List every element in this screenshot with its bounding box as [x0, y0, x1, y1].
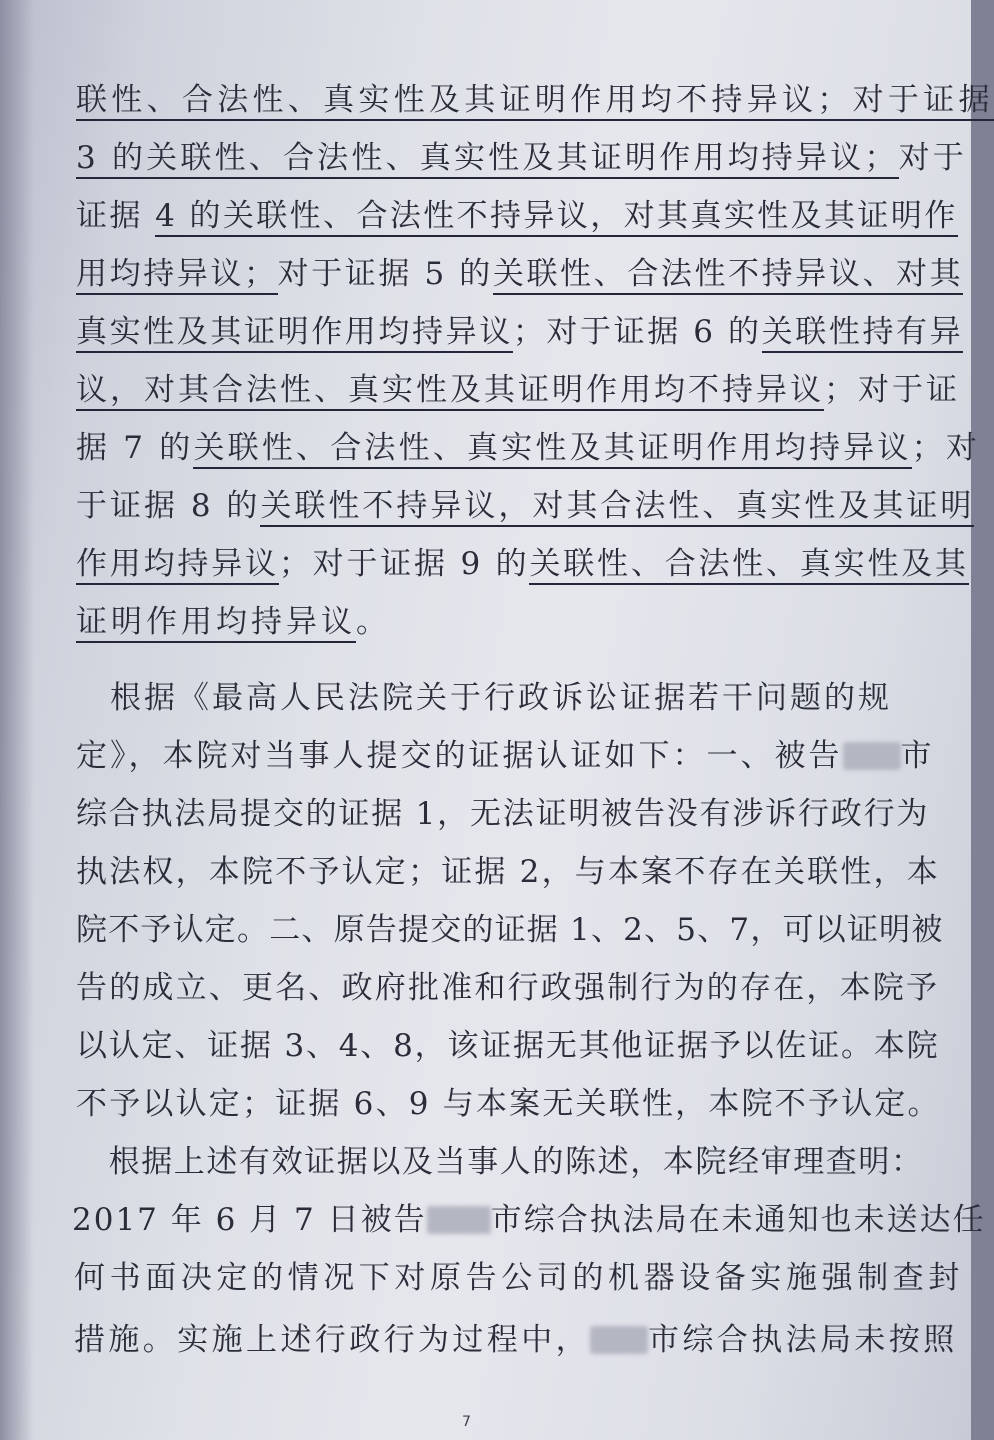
plain-text: 院不予认定。二、原告提交的证据 1、2、5、7，可以证明被 [76, 912, 944, 948]
text-line [76, 368, 971, 412]
underlined-text: 作用均持异议 [76, 546, 279, 585]
text-line [76, 1082, 971, 1126]
plain-text: 市 [900, 738, 935, 774]
plain-text: 告的成立、更名、政府批准和行政强制行为的存在，本院予 [76, 970, 940, 1006]
text-line [76, 78, 994, 122]
plain-text: 根据上述有效证据以及当事人的陈述，本院经审理查明： [76, 1144, 924, 1180]
paragraph-start [76, 1140, 971, 1184]
plain-text: 定》，本院对当事人提交的证据认证如下：一、被告 [76, 738, 843, 774]
text-line [76, 1024, 971, 1068]
text-line [72, 1198, 986, 1242]
plain-text: 对于 [898, 140, 967, 176]
plain-text: 不予以认定；证据 6、9 与本案无关联性，本院不予认定。 [76, 1086, 941, 1122]
underlined-text: 真实性及其证明作用均持异议 [76, 314, 513, 353]
plain-text: 根据《最高人民法院关于行政诉讼证据若干问题的规 [76, 680, 892, 716]
plain-text: 市综合执法局未按照 [648, 1322, 958, 1358]
text-line [76, 194, 971, 238]
redacted-place-name [427, 1206, 491, 1234]
plain-text: 何书面决定的情况下对原告公司的机器设备实施强制查封 [74, 1260, 964, 1296]
underlined-text: 用均持异议； [76, 256, 278, 295]
plain-text: 市综合执法局在未通知也未送达任 [490, 1202, 986, 1238]
underlined-text: 关联性、合法性不持异议、对其 [493, 256, 963, 295]
underlined-text: 议，对其合法性、真实性及其证明作用均不持异议 [76, 372, 824, 411]
text-line [76, 426, 981, 470]
underlined-text: 4 的关联性、合法性不持异议，对其真实性及其证明作 [155, 198, 958, 237]
plain-text: ；对于证据 9 的 [278, 546, 530, 582]
underlined-text: 关联性、合法性、真实性及其证明作用均持异议 [193, 430, 911, 469]
plain-text: 措施。实施上述行政行为过程中， [74, 1322, 590, 1358]
text-line [76, 136, 971, 180]
underlined-text: 联性、合法性、真实性及其证明作用均不持异议；对于证据 [76, 82, 994, 121]
underlined-text: 3 的关联性、合法性、真实性及其证明作用均持异议； [76, 140, 899, 179]
plain-text: 。 [356, 604, 391, 640]
text-line [76, 600, 971, 644]
text-line [76, 850, 971, 894]
paragraph-start [76, 676, 971, 720]
plain-text: 综合执法局提交的证据 1，无法证明被告没有涉诉行政行为 [76, 796, 930, 832]
plain-text: 据 7 的 [76, 430, 194, 466]
plain-text: ；对于证据 6 的 [512, 314, 762, 350]
plain-text: 2017 年 6 月 7 日被告 [72, 1202, 427, 1238]
underlined-text: 关联性持有异 [762, 314, 964, 353]
plain-text: ；对 [911, 430, 981, 466]
page-number: 7 [462, 1414, 471, 1430]
plain-text: 于证据 8 的 [76, 488, 261, 524]
underlined-text: 证明作用均持异议 [76, 604, 356, 643]
plain-text: 执法权，本院不予认定；证据 2，与本案不存在关联性，本 [76, 854, 940, 890]
text-line [76, 792, 971, 836]
page-shadow [0, 0, 34, 1440]
plain-text: ；对于证 [824, 372, 960, 408]
text-line [76, 966, 971, 1010]
text-line [76, 542, 971, 586]
underlined-text: 关联性、合法性、真实性及其 [529, 546, 968, 585]
text-line [76, 734, 971, 778]
redacted-place-name [843, 742, 901, 770]
text-line [74, 1256, 971, 1300]
text-line [76, 908, 971, 952]
text-line [76, 252, 971, 296]
text-line [76, 310, 971, 354]
plain-text: 以认定、证据 3、4、8，该证据无其他证据予以佐证。本院 [76, 1028, 940, 1064]
text-line [76, 484, 975, 528]
plain-text: 证据 [76, 198, 156, 234]
plain-text: 对于证据 5 的 [277, 256, 493, 292]
text-line [74, 1318, 971, 1362]
underlined-text: 关联性不持异议，对其合法性、真实性及其证明 [260, 488, 974, 527]
redacted-place-name [590, 1326, 648, 1354]
